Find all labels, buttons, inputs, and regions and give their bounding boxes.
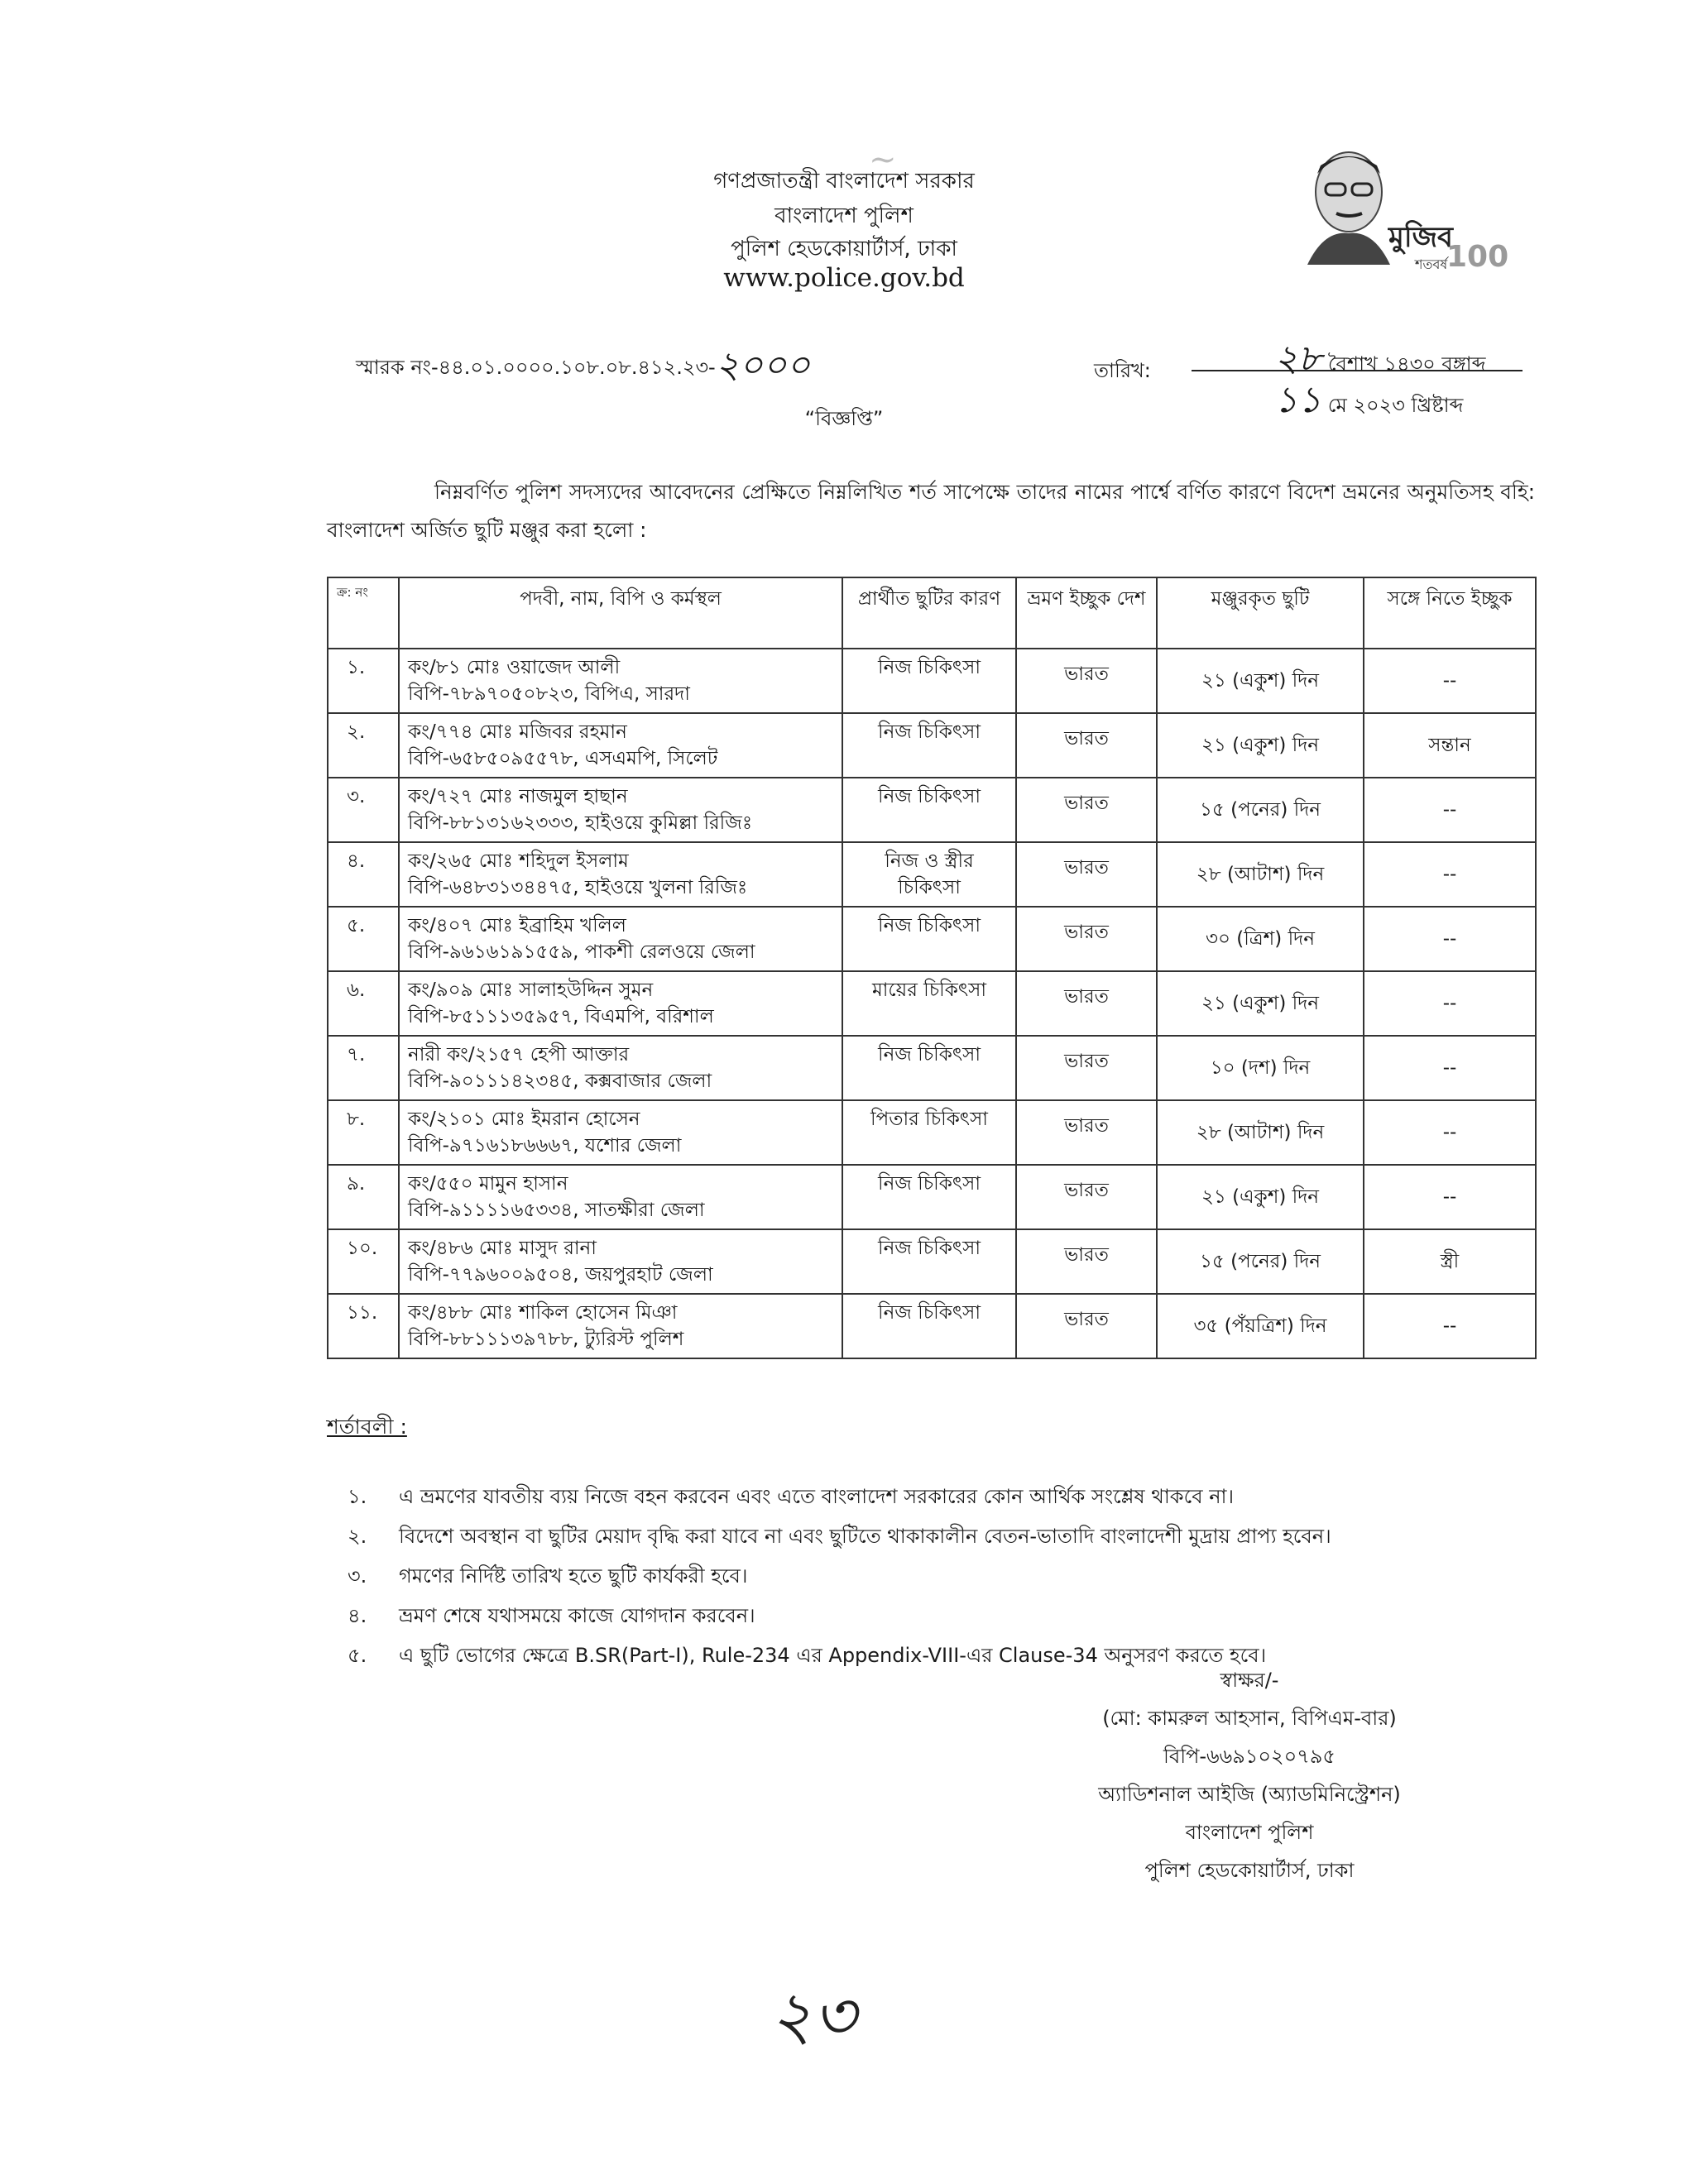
header-website: www.police.gov.bd — [723, 263, 965, 293]
member-bp-posting: বিপি-৮৫১১১৩৫৯৫৭, বিএমপি, বরিশাল — [408, 1006, 714, 1027]
cell-name — [399, 1229, 842, 1294]
member-bp-posting: বিপি-৯৬১৬১৯১৫৫৯, পাকশী রেলওয়ে জেলা — [408, 941, 755, 963]
member-bp-posting: বিপি-৭৭৯৬০০৯৫০৪, জয়পুরহাট জেলা — [408, 1264, 713, 1286]
cell-reason: নিজ চিকিৎসা — [842, 713, 1016, 778]
memo-handwritten-number: ২০০০ — [715, 344, 811, 386]
cell-country: ভারত — [1016, 713, 1157, 778]
date-gregorian-day: ১১ — [1274, 379, 1322, 421]
cell-serial: ৭. — [328, 1036, 399, 1100]
cell-serial: ২. — [328, 713, 399, 778]
cell-name — [399, 907, 842, 971]
header-government: গণপ্রজাতন্ত্রী বাংলাদেশ সরকার — [713, 169, 975, 194]
member-name: কং/২১০১ মোঃ ইমরান হোসেন — [408, 1109, 640, 1130]
signature-office: পুলিশ হেডকোয়ার্টার্স, ঢাকা — [1144, 1859, 1355, 1882]
cell-days: ৩০ (ত্রিশ) দিন — [1157, 907, 1364, 971]
condition-item — [348, 1596, 1523, 1636]
date-bangla-month-year: বৈশাখ ১৪৩০ বঙ্গাব্দ — [1327, 352, 1486, 376]
cell-days: ১৫ (পনের) দিন — [1157, 1229, 1364, 1294]
cell-reason: নিজ চিকিৎসা — [842, 649, 1016, 713]
date-gregorian-month-year: মে ২০২৩ খ্রিষ্টাব্দ — [1327, 394, 1464, 417]
cell-serial: ৬. — [328, 971, 399, 1036]
signature-org: বাংলাদেশ পুলিশ — [1185, 1821, 1314, 1844]
cell-days: ২১ (একুশ) দিন — [1157, 1165, 1364, 1229]
cell-reason: নিজ চিকিৎসা — [842, 778, 1016, 842]
member-bp-posting: বিপি-৬৫৮৫০৯৫৫৭৮, এসএমপি, সিলেট — [408, 748, 718, 769]
cell-reason: নিজ চিকিৎসা — [842, 1036, 1016, 1100]
condition-number: ৩. — [348, 1564, 367, 1588]
column-header-days: মঞ্জুরকৃত ছুটি — [1157, 577, 1364, 649]
table-row — [328, 1294, 1536, 1358]
table-row — [328, 842, 1536, 907]
member-name: কং/৭২৭ মোঃ নাজমুল হাছান — [408, 786, 628, 807]
condition-number: ৫. — [348, 1644, 367, 1667]
member-name: কং/৪৮৮ মোঃ শাকিল হোসেন মিঞা — [408, 1302, 678, 1324]
cell-companion: সন্তান — [1364, 713, 1536, 778]
member-name: কং/৪৮৬ মোঃ মাসুদ রানা — [408, 1238, 597, 1259]
svg-text:মুজিব: মুজিব — [1388, 221, 1453, 254]
table-row — [328, 1165, 1536, 1229]
cell-country: ভারত — [1016, 1100, 1157, 1165]
table-row — [328, 1229, 1536, 1294]
column-header-reason: প্রার্থীত ছুটির কারণ — [842, 577, 1016, 649]
member-bp-posting: বিপি-৬৪৮৩১৩৪৪৭৫, হাইওয়ে খুলনা রিজিঃ — [408, 877, 748, 898]
portrait-icon — [1291, 141, 1509, 281]
signature-bp: বিপি-৬৬৯১০২০৭৯৫ — [1163, 1745, 1336, 1768]
handwritten-page-mark: ২৩ — [770, 1977, 856, 2054]
member-name: কং/৯০৯ মোঃ সালাহউদ্দিন সুমন — [408, 979, 654, 1001]
cell-serial: ৯. — [328, 1165, 399, 1229]
signature-block — [960, 1661, 1539, 1889]
notice-intro: নিম্নবর্ণিত পুলিশ সদস্যদের আবেদনের প্রেক্ষিতে নিম্নলিখিত শর্ত সাপেক্ষে তাদের নামের পার্শ্বে বর্ণিত কারণে বিদেশ ভ্রমনের অনুমতিসহ বহি: বাংলাদেশ অর্জিত ছুটি মঞ্জুর করা হলো : — [327, 480, 1535, 542]
cell-name — [399, 971, 842, 1036]
cell-days: ২৮ (আটাশ) দিন — [1157, 1100, 1364, 1165]
date-bangla-day: ২৮ — [1274, 338, 1322, 380]
table-row — [328, 778, 1536, 842]
column-header-companion: সঙ্গে নিতে ইচ্ছুক — [1364, 577, 1536, 649]
cell-country: ভারত — [1016, 1294, 1157, 1358]
member-name: কং/৪০৭ মোঃ ইব্রাহিম খলিল — [408, 915, 626, 936]
cell-serial: ১০. — [328, 1229, 399, 1294]
cell-serial: ১১. — [328, 1294, 399, 1358]
cell-reason: নিজ চিকিৎসা — [842, 1165, 1016, 1229]
table-header-row — [328, 577, 1536, 649]
header-police: বাংলাদেশ পুলিশ — [774, 204, 914, 228]
cell-companion: -- — [1364, 971, 1536, 1036]
cell-companion: -- — [1364, 778, 1536, 842]
cell-reason: পিতার চিকিৎসা — [842, 1100, 1016, 1165]
signature-designation: অ্যাডিশনাল আইজি (অ্যাডমিনিস্ট্রেশন) — [1098, 1783, 1401, 1806]
condition-text: ভ্রমণ শেষে যথাসময়ে কাজে যোগদান করবেন। — [399, 1604, 755, 1627]
condition-text: এ ছুটি ভোগের ক্ষেত্রে B.SR(Part-I), Rule-234 এর Appendix-VIII-এর Clause-34 অনুসরণ করতে হবে। — [399, 1644, 1267, 1667]
column-header-name: পদবী, নাম, বিপি ও কর্মস্থল — [399, 577, 842, 649]
cell-name — [399, 842, 842, 907]
table-row — [328, 713, 1536, 778]
cell-name — [399, 1294, 842, 1358]
cell-reason: নিজ চিকিৎসা — [842, 907, 1016, 971]
cell-name — [399, 1100, 842, 1165]
member-bp-posting: বিপি-৭৮৯৭০৫০৮২৩, বিপিএ, সারদা — [408, 683, 690, 705]
svg-text:100: 100 — [1446, 240, 1509, 274]
notice-title: “বিজ্ঞপ্তি” — [804, 407, 884, 430]
cell-country: ভারত — [1016, 1036, 1157, 1100]
member-bp-posting: বিপি-৮৮১১১৩৯৭৮৮, ট্যুরিস্ট পুলিশ — [408, 1329, 684, 1350]
cell-days: ২১ (একুশ) দিন — [1157, 971, 1364, 1036]
cell-reason: নিজ চিকিৎসা — [842, 1229, 1016, 1294]
cell-days: ৩৫ (পঁয়ত্রিশ) দিন — [1157, 1294, 1364, 1358]
member-name: কং/৭৭৪ মোঃ মজিবর রহমান — [408, 721, 627, 743]
cell-serial: ৩. — [328, 778, 399, 842]
cell-country: ভারত — [1016, 907, 1157, 971]
cell-country: ভারত — [1016, 971, 1157, 1036]
member-bp-posting: বিপি-৯০১১১৪২৩৪৫, কক্সবাজার জেলা — [408, 1070, 712, 1092]
cell-days: ২১ (একুশ) দিন — [1157, 713, 1364, 778]
cell-country: ভারত — [1016, 778, 1157, 842]
condition-text: গমণের নির্দিষ্ট তারিখ হতে ছুটি কার্যকরী হবে। — [399, 1564, 748, 1588]
member-name: নারী কং/২১৫৭ হেপী আক্তার — [408, 1044, 630, 1066]
svg-text:শতবর্ষ: শতবর্ষ — [1415, 256, 1448, 272]
cell-serial: ৪. — [328, 842, 399, 907]
mujib-100-logo — [1291, 141, 1509, 281]
cell-country: ভারত — [1016, 1229, 1157, 1294]
condition-item — [348, 1516, 1523, 1556]
column-header-serial: ক্র: নং — [328, 577, 399, 649]
condition-item — [348, 1477, 1523, 1516]
cell-name — [399, 649, 842, 713]
cell-name — [399, 1036, 842, 1100]
table-row — [328, 907, 1536, 971]
table-row — [328, 1100, 1536, 1165]
condition-text: বিদেশে অবস্থান বা ছুটির মেয়াদ বৃদ্ধি করা যাবে না এবং ছুটিতে থাকাকালীন বেতন-ভাতাদি বাংলাদেশী মুদ্রায় প্রাপ্য হবেন। — [399, 1525, 1331, 1548]
cell-companion: -- — [1364, 1100, 1536, 1165]
condition-number: ১. — [348, 1485, 367, 1508]
table-row — [328, 971, 1536, 1036]
cell-days: ২১ (একুশ) দিন — [1157, 649, 1364, 713]
cell-reason: মায়ের চিকিৎসা — [842, 971, 1016, 1036]
cell-companion: -- — [1364, 907, 1536, 971]
leave-table — [327, 577, 1537, 1359]
cell-companion: -- — [1364, 1165, 1536, 1229]
condition-item — [348, 1556, 1523, 1596]
cell-days: ১০ (দশ) দিন — [1157, 1036, 1364, 1100]
cell-name — [399, 713, 842, 778]
condition-number: ২. — [348, 1525, 367, 1548]
memo-prefix: স্মারক নং-৪৪.০১.০০০০.১০৮.০৮.৪১২.২৩- — [356, 356, 716, 379]
cell-days: ২৮ (আটাশ) দিন — [1157, 842, 1364, 907]
cell-companion: -- — [1364, 1294, 1536, 1358]
cell-name — [399, 778, 842, 842]
cell-serial: ৮. — [328, 1100, 399, 1165]
condition-number: ৪. — [348, 1604, 367, 1627]
member-name: কং/২৬৫ মোঃ শহিদুল ইসলাম — [408, 850, 629, 872]
member-bp-posting: বিপি-৯৭১৬১৮৬৬৬৭, যশোর জেলা — [408, 1135, 682, 1157]
member-name: কং/৫৫০ মামুন হাসান — [408, 1173, 568, 1195]
cell-reason: নিজ চিকিৎসা — [842, 1294, 1016, 1358]
column-header-country: ভ্রমণ ইচ্ছুক দেশ — [1016, 577, 1157, 649]
condition-text: এ ভ্রমণের যাবতীয় ব্যয় নিজে বহন করবেন এবং এতে বাংলাদেশ সরকারের কোন আর্থিক সংশ্লেষ থাকবে না। — [399, 1485, 1235, 1508]
cell-days: ১৫ (পনের) দিন — [1157, 778, 1364, 842]
table-row — [328, 1036, 1536, 1100]
cell-name — [399, 1165, 842, 1229]
cell-companion: -- — [1364, 1036, 1536, 1100]
cell-companion: -- — [1364, 842, 1536, 907]
conditions-list — [348, 1477, 1523, 1675]
date-label: তারিখ: — [1094, 359, 1151, 382]
cell-country: ভারত — [1016, 649, 1157, 713]
cell-companion: -- — [1364, 649, 1536, 713]
cell-serial: ৫. — [328, 907, 399, 971]
header-headquarters: পুলিশ হেডকোয়ার্টার্স, ঢাকা — [731, 237, 957, 261]
cell-country: ভারত — [1016, 842, 1157, 907]
cell-reason: নিজ ও স্ত্রীর চিকিৎসা — [842, 842, 1016, 907]
signature-name: (মো: কামরুল আহসান, বিপিএম-বার) — [1102, 1707, 1397, 1730]
member-bp-posting: বিপি-৮৮১৩১৬২৩৩৩, হাইওয়ে কুমিল্লা রিজিঃ — [408, 812, 753, 834]
cell-companion: স্ত্রী — [1364, 1229, 1536, 1294]
signature-signed: স্বাক্ষর/- — [1220, 1669, 1279, 1692]
cell-serial: ১. — [328, 649, 399, 713]
cell-country: ভারত — [1016, 1165, 1157, 1229]
table-row — [328, 649, 1536, 713]
member-name: কং/৮১ মোঃ ওয়াজেদ আলী — [408, 657, 621, 678]
memo-number — [356, 338, 810, 398]
member-bp-posting: বিপি-৯১১১১৬৫৩৩৪, সাতক্ষীরা জেলা — [408, 1200, 705, 1221]
bleed-through-mark: ~ — [869, 141, 897, 179]
conditions-title: শর্তাবলী : — [327, 1415, 407, 1439]
